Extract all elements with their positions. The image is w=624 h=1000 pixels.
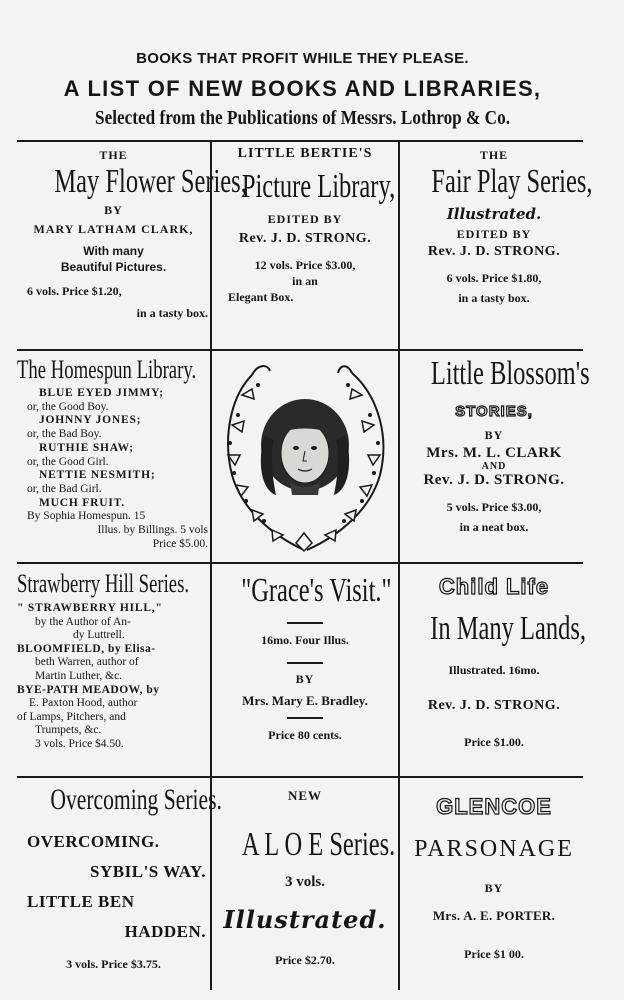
homespun-line: JOHNNY JONES; (39, 414, 142, 427)
overcoming-book3: LITTLE BEN (27, 892, 135, 911)
aloe-price: Price $2.70. (275, 953, 335, 967)
grace-details: 16mo. Four Illus. (261, 633, 349, 647)
glencoe-title2: PARSONAGE (414, 836, 574, 862)
child-life-illustrated: Illustrated. 16mo. (448, 663, 540, 677)
bertie-top: LITTLE BERTIE'S (237, 146, 373, 161)
portrait-illustration (212, 355, 398, 560)
fair-play-cell (400, 146, 593, 346)
grid-rule-row2 (17, 349, 583, 351)
grid-rule-top (17, 140, 583, 142)
strawberry-title: Strawberry Hill Series. (17, 569, 190, 598)
strawberry-line: BLOOMFIELD, by Elisa- (17, 642, 156, 655)
overcoming-book1: OVERCOMING. (27, 832, 160, 851)
bertie-edited-by: EDITED BY (267, 212, 343, 226)
fair-play-price: 6 vols. Price $1.80, (446, 271, 542, 285)
overcoming-book4: HADDEN. (124, 922, 206, 941)
grace-price: Price 80 cents. (268, 728, 342, 742)
strawberry-line: Trumpets, &c. (35, 724, 102, 737)
blossom-by: BY (484, 428, 504, 442)
may-flower-price: 6 vols. Price $1.20, (27, 284, 122, 298)
overcoming-book2: SYBIL'S WAY. (90, 862, 206, 881)
may-flower-box: in a tasty box. (136, 306, 208, 320)
grid-rule-row3 (17, 562, 583, 564)
blossom-box: in a neat box. (459, 520, 529, 534)
strawberry-line: E. Paxton Hood, author (29, 697, 138, 710)
glencoe-by: BY (484, 881, 504, 895)
overcoming-cell (17, 782, 222, 992)
glencoe-author: Mrs. A. E. PORTER. (432, 908, 556, 923)
blossom-author2: Rev. J. D. STRONG. (423, 472, 565, 488)
bertie-cell (212, 146, 398, 346)
bertie-in-an: in an (292, 274, 318, 288)
grace-rule (287, 622, 323, 624)
bertie-price: 12 vols. Price $3.00, (254, 258, 356, 272)
strawberry-line: dy Luttrell. (73, 629, 125, 642)
may-flower-the: THE (99, 148, 128, 162)
strawberry-line: Martin Luther, &c. (35, 669, 123, 682)
child-life-title2: In Many Lands, (430, 610, 586, 647)
homespun-price: Price $5.00. (152, 537, 208, 550)
grace-cell (212, 568, 398, 774)
fair-play-illustrated: Illustrated. (446, 205, 542, 223)
strawberry-line: by the Author of An- (35, 615, 131, 628)
homespun-title: The Homespun Library. (17, 355, 197, 384)
homespun-line: or, the Good Girl. (27, 455, 109, 468)
homespun-line: RUTHIE SHAW; (39, 441, 134, 454)
grace-by: BY (295, 672, 315, 686)
aloe-new: NEW (287, 788, 323, 803)
fair-play-title: Fair Play Series, (431, 163, 593, 200)
homespun-illus: Illus. by Billings. 5 vols (97, 524, 208, 537)
grace-rule (287, 717, 323, 719)
bertie-title: Picture Library, (241, 168, 396, 205)
homespun-line: MUCH FRUIT. (39, 496, 125, 509)
strawberry-cell (17, 568, 210, 774)
overcoming-price: 3 vols. Price $3.75. (66, 957, 161, 971)
strawberry-price: 3 vols. Price $4.50. (35, 737, 124, 750)
child-life-cell (400, 568, 588, 774)
child-life-author: Rev. J. D. STRONG. (427, 698, 561, 713)
blossom-cell (400, 355, 588, 560)
homespun-line: or, the Bad Boy. (27, 428, 102, 441)
aloe-title: A L O E Series. (241, 826, 396, 863)
homespun-cell (17, 355, 210, 560)
header-title: A LIST OF NEW BOOKS AND LIBRARIES, (63, 76, 542, 101)
homespun-line: NETTIE NESMITH; (39, 469, 156, 482)
aloe-illustrated: Illustrated. (223, 905, 387, 934)
child-life-title1: Child Life (438, 574, 550, 599)
blossom-and: AND (481, 461, 507, 472)
fair-play-editor: Rev. J. D. STRONG. (427, 244, 561, 259)
bertie-editor: Rev. J. D. STRONG. (238, 231, 372, 246)
may-flower-by: BY (104, 203, 123, 217)
homespun-by: By Sophia Homespun. 15 (27, 510, 146, 523)
aloe-cell (212, 782, 398, 992)
fair-play-edited-by: EDITED BY (456, 227, 532, 241)
aloe-vols: 3 vols. (284, 874, 325, 890)
strawberry-line: " STRAWBERRY HILL," (17, 602, 163, 614)
glencoe-price: Price $1 00. (464, 947, 524, 961)
grace-title: "Grace's Visit." (241, 572, 392, 609)
blossom-stories: STORIES, (455, 403, 533, 420)
homespun-line: or, the Good Boy. (27, 400, 109, 413)
overcoming-title: Overcoming Series. (50, 783, 222, 816)
blossom-title: Little Blossom's (430, 355, 590, 392)
grid-rule-row4 (17, 776, 583, 778)
header-tagline: BOOKS THAT PROFIT WHILE THEY PLEASE. (136, 50, 469, 67)
strawberry-line: of Lamps, Pitchers, and (17, 710, 126, 723)
glencoe-cell (400, 782, 588, 992)
blossom-price: 5 vols. Price $3.00, (446, 500, 542, 514)
fair-play-the: THE (479, 148, 509, 162)
header-subtitle: Selected from the Publications of Messrs. Lothrop & Co. (94, 107, 511, 129)
child-life-price: Price $1.00. (464, 735, 524, 749)
may-flower-with-many: With many (83, 244, 144, 258)
may-flower-title: May Flower Series, (54, 163, 247, 200)
may-flower-author: MARY LATHAM CLARK, (33, 222, 194, 236)
fair-play-box: in a tasty box. (458, 291, 530, 305)
strawberry-line: BYE-PATH MEADOW, by (17, 683, 160, 696)
bertie-box: Elegant Box. (228, 290, 294, 304)
strawberry-line: beth Warren, author of (35, 656, 139, 669)
glencoe-title1: GLENCOE (436, 794, 552, 819)
grace-author: Mrs. Mary E. Bradley. (242, 693, 368, 708)
wreath-portrait-engraving (212, 355, 398, 560)
may-flower-pictures: Beautiful Pictures. (60, 260, 167, 274)
blossom-author1: Mrs. M. L. CLARK (426, 445, 562, 461)
may-flower-cell (17, 146, 247, 346)
grace-rule (287, 662, 323, 664)
homespun-line: or, the Bad Girl. (27, 482, 102, 495)
homespun-line: BLUE EYED JIMMY; (39, 387, 164, 399)
